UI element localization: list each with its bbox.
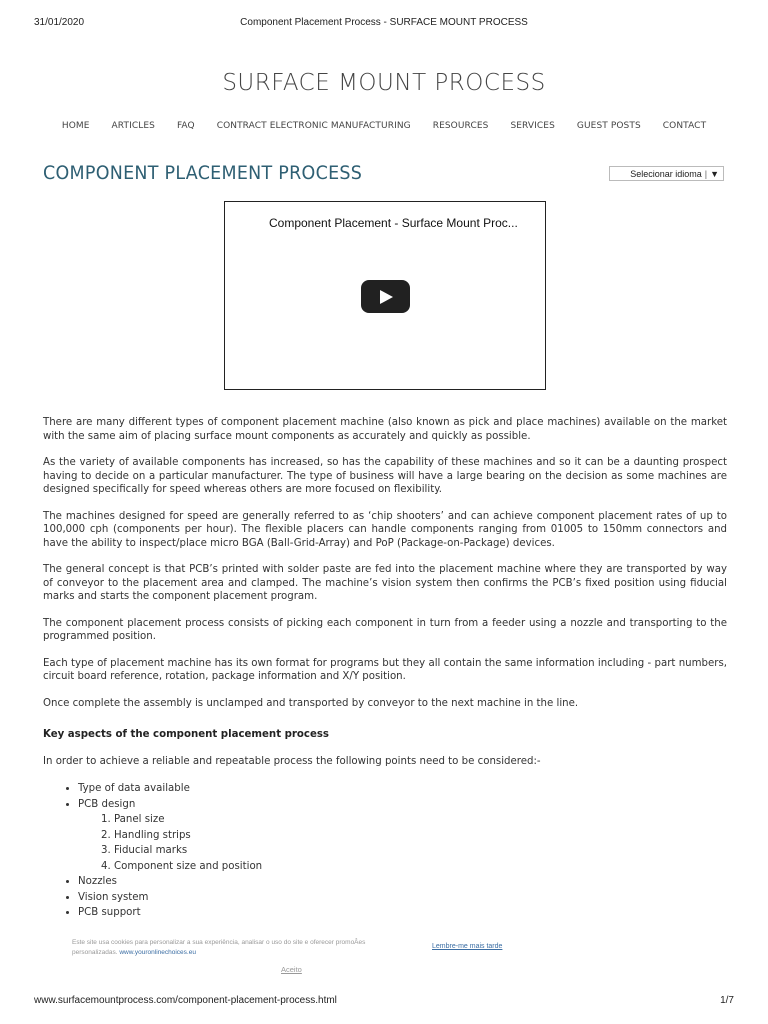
print-page-number: 1/7	[720, 995, 734, 1006]
print-footer	[34, 995, 734, 1007]
list-item: • Vision system	[78, 890, 727, 906]
list-item: • Type of data available	[78, 781, 727, 797]
nav-services[interactable]: SERVICES	[510, 121, 555, 131]
print-url: www.surfacemountprocess.com/component-placement-process.html	[34, 995, 337, 1006]
remind-later-button[interactable]: Lembre-me mais tarde	[432, 943, 503, 950]
nav-contact[interactable]: CONTACT	[662, 121, 707, 131]
paragraph: There are many different types of component placement machine (also known as pick and place machines) available on the market with the same aim of placing surface mount components as accurately and quickly as possible.	[43, 417, 727, 442]
play-icon[interactable]	[361, 280, 410, 313]
list-item: 1. Panel size	[114, 812, 727, 828]
nav-contract-electronic-manufacturing[interactable]: CONTRACT ELECTRONIC MANUFACTURING	[216, 121, 411, 131]
paragraph: As the variety of available components has increased, so has the capability of these machines and so it can be a daunting prospect having to decide on a particular manufacturer. The type of business will have a large bearing on the decision as some machines are designed specifically for speed whereas others are more focused on flexibility.	[43, 457, 727, 495]
language-select-label: Selecionar idioma	[630, 168, 702, 179]
paragraph: The machines designed for speed are generally referred to as ‘chip shooters’ and can achieve component placement rates of up to 100,000 cph (components per hour). The flexible placers can handle components ranging from 01005 to 150mm connectors and have the ability to inspect/place micro BGA (Ball-Grid-Array) and PoP (Package-on-Package) devices.	[43, 510, 727, 549]
list-item-label: PCB design	[78, 798, 136, 810]
list-item: • Nozzles	[78, 874, 727, 890]
cookie-text: Este site usa cookies para personalizar a sua experiência, analisar o uso do site e oferecer promoÂes personalizadas.	[72, 939, 366, 956]
nav-faq[interactable]: FAQ	[176, 121, 195, 131]
list-item: 4. Component size and position	[114, 859, 727, 875]
paragraph: Once complete the assembly is unclamped and transported by conveyor to the next machine in the line.	[43, 697, 579, 709]
site-title[interactable]: SURFACE MOUNT PROCESS	[222, 70, 546, 96]
list-item: 3. Fiducial marks	[114, 843, 727, 859]
language-select-divider: |	[704, 168, 708, 179]
nav-guest-posts[interactable]: GUEST POSTS	[576, 121, 641, 131]
cookie-link[interactable]: www.youronlinechoices.eu	[119, 949, 196, 956]
paragraph: Each type of placement machine has its own format for programs but they all contain the same information including - part numbers, circuit board reference, rotation, package information and X/Y position.	[43, 657, 727, 682]
list-item: 2. Handling strips	[114, 828, 727, 844]
print-doc-title: Component Placement Process - SURFACE MOUNT PROCESS	[240, 17, 528, 28]
language-select[interactable]	[609, 166, 724, 181]
main-nav	[0, 121, 768, 131]
page-title: COMPONENT PLACEMENT PROCESS	[43, 162, 363, 184]
chevron-down-icon: ▼	[710, 168, 719, 179]
print-date: 31/01/2020	[34, 17, 85, 28]
cookie-notice	[72, 938, 402, 958]
pcb-design-sublist	[78, 812, 727, 874]
paragraph: The general concept is that PCB’s printed with solder paste are fed into the placement machine where they are transported by way of conveyor to the placement area and clamped. The machine’s vision system then confirms the PCB’s fixed position using fiducial marks and starts the component placement program.	[43, 564, 727, 602]
video-title[interactable]: Component Placement - Surface Mount Proc...	[269, 216, 518, 230]
nav-home[interactable]: HOME	[61, 121, 90, 131]
key-aspects-heading: Key aspects of the component placement process	[43, 729, 329, 740]
accept-cookies-button[interactable]: Aceito	[281, 965, 302, 974]
key-aspects-intro: In order to achieve a reliable and repeatable process the following points need to be considered:-	[43, 755, 541, 767]
paragraph: The component placement process consists of picking each component in turn from a feeder using a nozzle and transporting to the programmed position.	[43, 617, 727, 642]
article-body	[43, 416, 727, 921]
nav-articles[interactable]: ARTICLES	[111, 121, 155, 131]
print-header	[34, 17, 734, 31]
nav-resources[interactable]: RESOURCES	[432, 121, 489, 131]
key-aspects-list	[43, 781, 727, 921]
list-item: • PCB support	[78, 905, 727, 921]
list-item	[78, 797, 727, 875]
video-embed[interactable]	[224, 201, 546, 390]
